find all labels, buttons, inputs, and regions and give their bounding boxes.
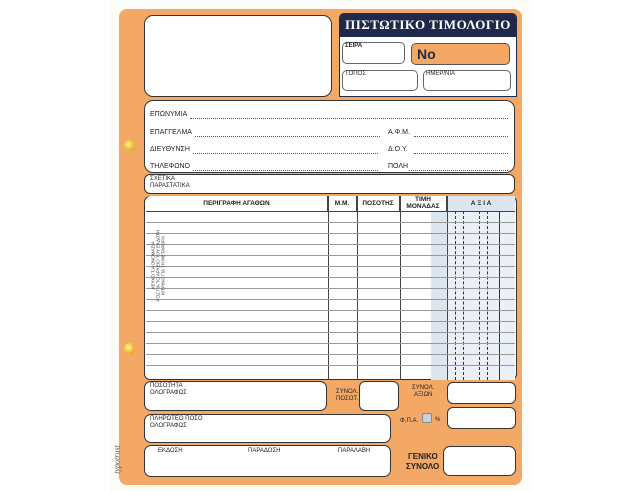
total-quantity-label-1: ΣΥΝΟΛ. xyxy=(336,389,359,395)
table-row[interactable] xyxy=(146,332,515,333)
topos-label: ΤΟΠΟΣ xyxy=(345,71,366,77)
table-row[interactable] xyxy=(146,321,515,322)
header-unit-price-line-1: ΤΙΜΗ xyxy=(415,196,431,203)
table-row[interactable] xyxy=(146,354,515,355)
table-row[interactable] xyxy=(146,277,515,278)
header-description: ΠΕΡΙΓΡΑΦΗ ΑΓΑΘΩΝ xyxy=(146,196,328,211)
table-row[interactable] xyxy=(146,244,515,245)
issue-signature-label: ΕΚΔΟΣΗ xyxy=(158,448,183,454)
binder-hole-top xyxy=(124,140,135,151)
total-value-label-1: ΣΥΝΟΛ. xyxy=(412,385,435,391)
total-value-field[interactable] xyxy=(447,382,516,404)
vat-percent: % xyxy=(435,417,441,423)
copy-distribution-line: ΛΕΥΚΟ Τ.Α ΟΝΟΜΑΣΙΑ xyxy=(150,241,156,290)
related-docs-label-1: ΣΧΕΤΙΚΑ xyxy=(150,176,176,182)
delivery-signature-label: ΠΑΡΑΔΟΣΗ xyxy=(248,448,281,454)
name-label: ΕΠΩΝΥΜΙΑ xyxy=(150,111,188,118)
city-label: ΠΟΛΗ xyxy=(388,163,409,170)
issuer-box[interactable] xyxy=(144,15,332,97)
table-row[interactable] xyxy=(146,299,515,300)
occupation-line[interactable] xyxy=(195,136,380,137)
table-row[interactable] xyxy=(146,233,515,234)
occupation-label: ΕΠΑΓΓΕΛΜΑ xyxy=(150,129,192,136)
afm-line[interactable] xyxy=(414,136,508,137)
date-label: ΗΜΕΡ/ΝΙΑ xyxy=(426,71,456,77)
phone-line[interactable] xyxy=(193,170,378,171)
related-docs-label-2: ΠΑΡΑΣΤΑΤΙΚΑ xyxy=(150,183,190,189)
table-row[interactable] xyxy=(146,266,515,267)
table-row[interactable] xyxy=(146,255,515,256)
grand-total-label-2: ΣΥΝΟΛΟ xyxy=(406,462,440,471)
quantity-in-words-label-1: ΠΟΣΟΤΗΤΑ xyxy=(150,383,183,389)
copy-distribution-line: ΚΙΤΡΙΝΟ ΓΙΑ ΤΗ ΜΕΤΑΦΟΡΑ xyxy=(160,236,166,295)
city-line[interactable] xyxy=(409,170,508,171)
copy-distribution-text xyxy=(151,186,166,346)
table-row[interactable] xyxy=(146,310,515,311)
quantity-in-words-label-2: ΟΛΟΓΡΑΦΩΣ xyxy=(150,390,187,396)
header-separator xyxy=(146,211,515,212)
total-quantity-field[interactable] xyxy=(359,381,399,411)
address-line[interactable] xyxy=(193,153,378,154)
doy-line[interactable] xyxy=(414,153,508,154)
copy-distribution-line: ΡΟΖ ΓΙΑ ΤΟ ΑΡΧΕΙΟ ΤΟΥ ΕΚΔΟΤΗ xyxy=(155,229,161,302)
related-docs-box[interactable] xyxy=(144,174,515,194)
doy-label: Δ.Ο.Υ. xyxy=(388,146,408,153)
vat-rate-field[interactable] xyxy=(422,413,432,423)
number-field[interactable]: No xyxy=(411,43,510,65)
total-value-label-2: ΑΞΙΩΝ xyxy=(414,392,433,398)
printer-logo: typotrust xyxy=(112,445,122,474)
paid-amount-label-2: ΟΛΟΓΡΑΦΩΣ xyxy=(150,423,187,429)
table-row[interactable] xyxy=(146,288,515,289)
name-line[interactable] xyxy=(190,118,508,119)
binder-hole-bottom xyxy=(124,343,135,354)
total-quantity-label-2: ΠΟΣΟΤ. xyxy=(336,396,359,402)
address-label: ΔΙΕΥΘΥΝΣΗ xyxy=(150,146,190,153)
form-title: ΠΙΣΤΩΤΙΚΟ ΤΙΜΟΛΟΓΙΟ xyxy=(339,13,517,36)
seira-label: ΣΕΙΡΑ xyxy=(345,43,363,49)
header-value: Α Ξ Ι Α xyxy=(447,196,515,211)
table-row[interactable] xyxy=(146,222,515,223)
phone-label: ΤΗΛΕΦΩΝΟ xyxy=(150,163,190,170)
header-unit-price xyxy=(400,196,447,211)
vat-label: Φ.Π.Α. xyxy=(400,418,419,424)
table-row[interactable] xyxy=(146,365,515,366)
header-unit-price-line-2: ΜΟΝΑΔΑΣ xyxy=(406,203,440,210)
receipt-signature-label: ΠΑΡΑΛΑΒΗ xyxy=(338,448,371,454)
vat-amount-field[interactable] xyxy=(447,407,516,429)
header-unit: Μ.Μ. xyxy=(328,196,357,211)
paid-amount-label-1: ΠΛΗΡΩΤΕΟ ΠΟΣΟ xyxy=(150,416,203,422)
grand-total-label-1: ΓΕΝΙΚΟ xyxy=(408,452,438,461)
grand-total-field[interactable] xyxy=(443,446,516,476)
header-quantity: ΠΟΣΟΤΗΣ xyxy=(357,196,400,211)
afm-label: Α.Φ.Μ. xyxy=(388,129,410,136)
table-row[interactable] xyxy=(146,343,515,344)
